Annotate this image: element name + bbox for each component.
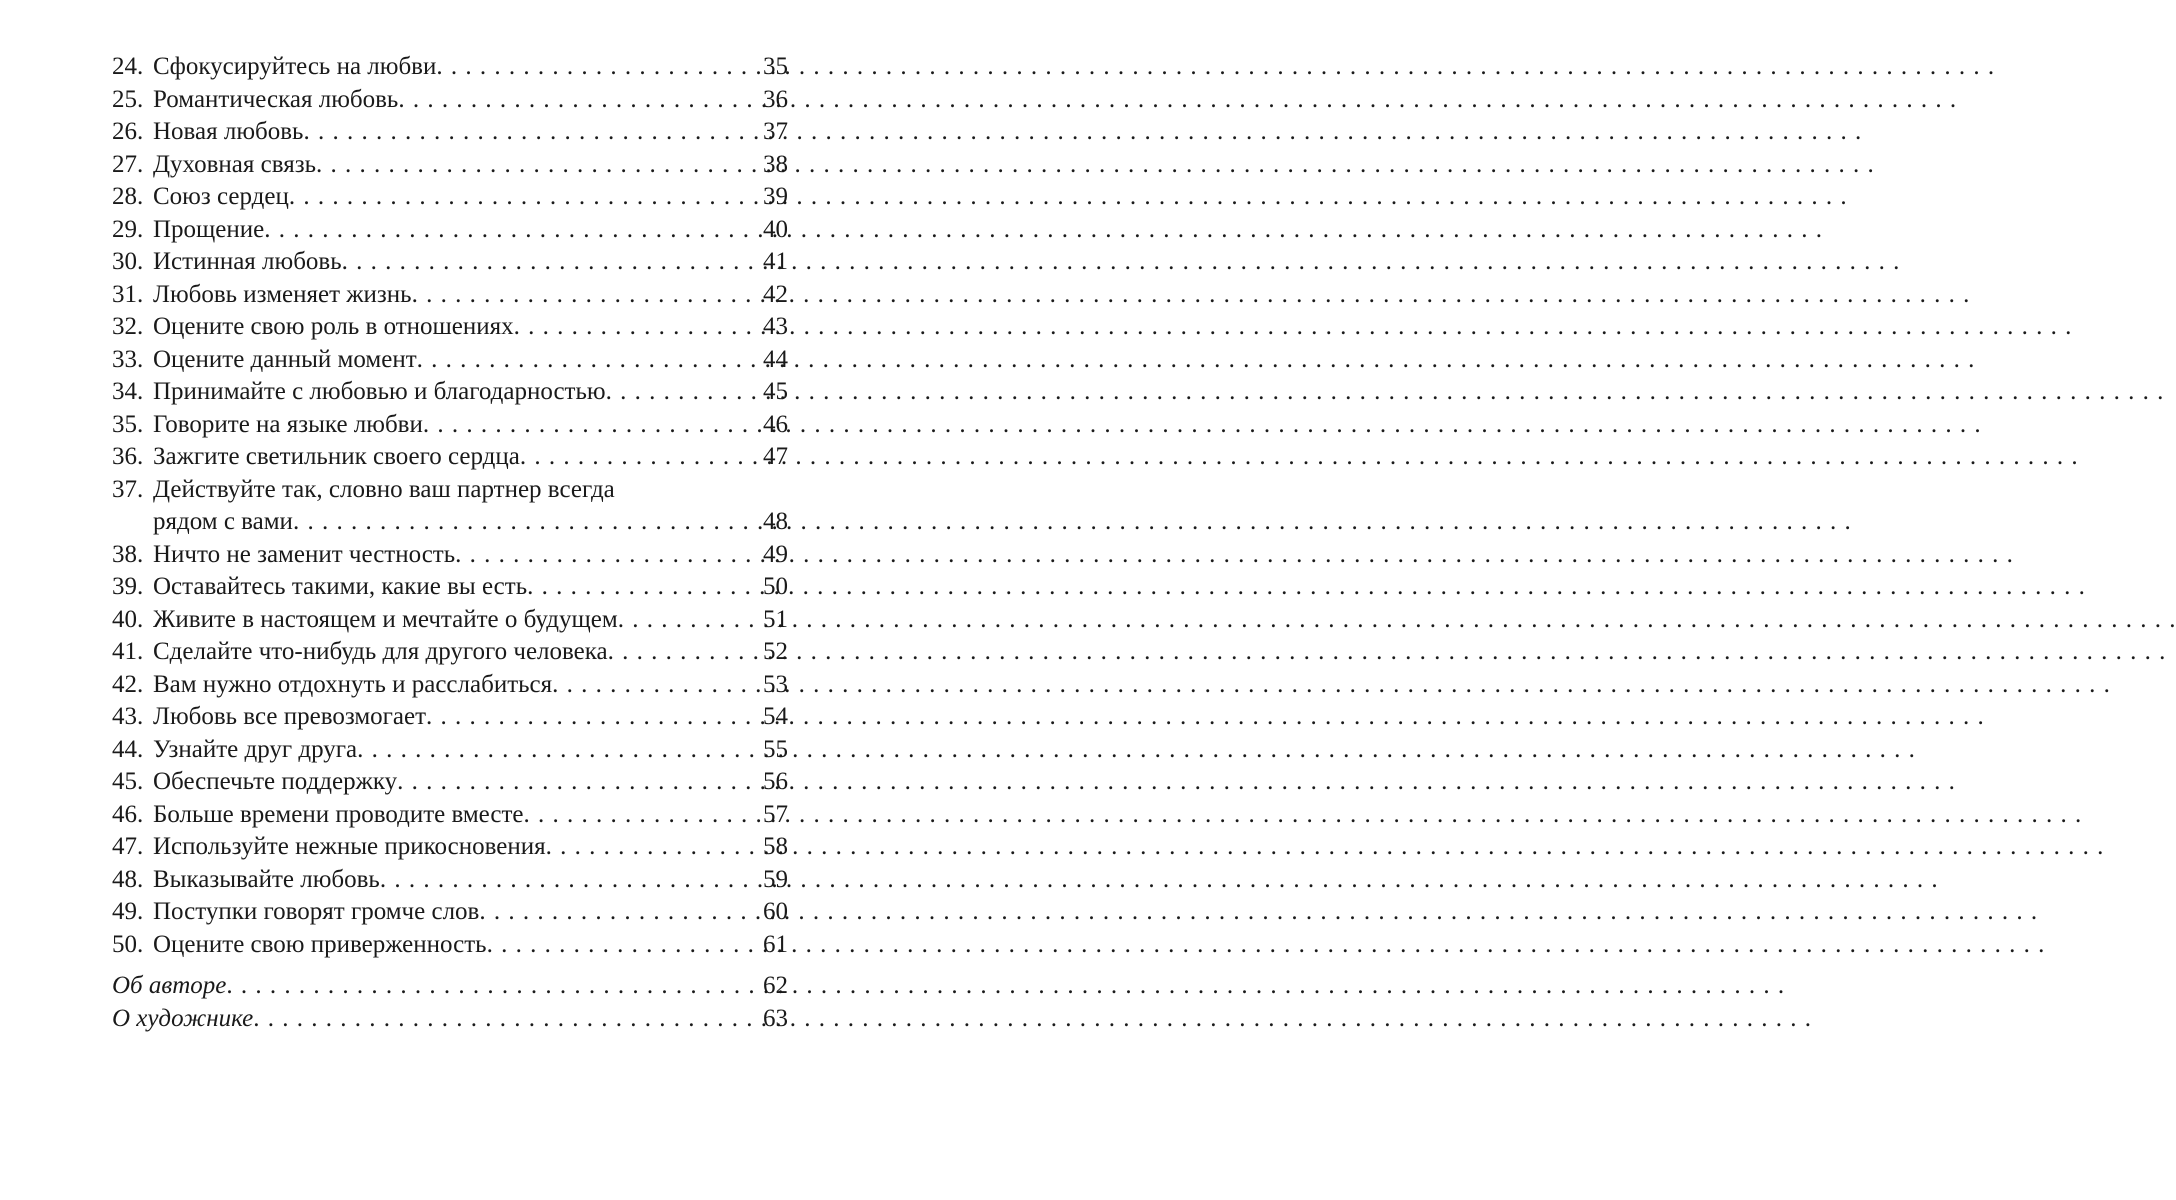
entry-title: Прощение (153, 215, 265, 243)
entry-title: Выказывайте любовь (153, 865, 380, 893)
toc-entry (112, 279, 788, 312)
entry-page: 54 (763, 703, 788, 730)
entry-title: О художнике (112, 1004, 254, 1032)
toc-entry (112, 149, 788, 182)
entry-title: Вам нужно отдохнуть и расслабиться (153, 670, 553, 698)
entry-page: 46 (763, 410, 788, 438)
entry-number: 26. (112, 118, 144, 145)
toc-entry (112, 571, 788, 604)
entry-title: Об авторе (112, 972, 227, 999)
entry-number: 43. (112, 703, 144, 730)
entry-title: Сделайте что-нибудь для другого человека (153, 638, 608, 665)
toc-entry (112, 766, 788, 799)
entry-number: 36. (112, 443, 144, 470)
toc-entry-about-author (112, 970, 788, 1003)
entry-page: 58 (763, 833, 788, 860)
entry-number: 35. (112, 410, 144, 438)
entry-page: 43 (763, 313, 788, 340)
entry-number: 33. (112, 345, 144, 373)
dot-leader (608, 636, 757, 669)
dot-leader (226, 970, 757, 1003)
entry-page: 48 (763, 508, 788, 535)
dot-leader (436, 51, 757, 84)
toc-entry (112, 441, 788, 474)
dot-leader (479, 896, 757, 929)
toc-entry (112, 214, 788, 247)
entry-number: 30. (112, 248, 144, 275)
toc-entry (112, 734, 788, 767)
toc-entry (112, 539, 788, 572)
entry-page: 51 (763, 605, 788, 633)
toc-entry (112, 669, 788, 702)
entry-page: 50 (763, 573, 788, 600)
entry-title: Оцените свою приверженность (153, 930, 487, 958)
entry-number: 29. (112, 215, 144, 243)
entry-title: Истинная любовь (153, 248, 342, 275)
entry-title-line1: Действуйте так, словно ваш партнер всегда (153, 475, 615, 503)
entry-title: Новая любовь (153, 118, 304, 145)
entry-number: 34. (112, 378, 144, 405)
entry-page: 62 (763, 972, 788, 999)
entry-number: 31. (112, 280, 144, 308)
dot-leader (487, 929, 757, 962)
dot-leader (342, 246, 757, 279)
entry-title: Союз сердец (153, 183, 289, 210)
entry-number: 38. (112, 540, 144, 568)
entry-title: Романтическая любовь (153, 85, 399, 113)
entry-page: 55 (763, 735, 788, 763)
dot-leader (398, 84, 757, 117)
entry-page: 59 (763, 865, 788, 893)
entry-page: 53 (763, 670, 788, 698)
entry-title: Узнайте друг друга (153, 735, 358, 763)
entry-title: Оставайтесь такими, какие вы есть (153, 573, 528, 600)
entry-title: Ничто не заменит честность (153, 540, 456, 568)
entry-title: Обеспечьте поддержку (153, 768, 398, 795)
table-of-contents (112, 51, 788, 1035)
entry-page: 40 (763, 215, 788, 243)
dot-leader (417, 344, 757, 377)
entry-number: 46. (112, 800, 144, 828)
entry-page: 44 (763, 345, 788, 373)
toc-entry-first-line (112, 474, 788, 507)
back-matter (112, 970, 788, 1035)
toc-entry-continuation (112, 506, 788, 539)
entry-number: 42. (112, 670, 144, 698)
entry-page: 41 (763, 248, 788, 275)
entry-page: 36 (763, 85, 788, 113)
entry-number: 48. (112, 865, 144, 893)
entry-page: 35 (763, 53, 788, 80)
entry-number: 39. (112, 573, 144, 600)
toc-entry (112, 636, 788, 669)
toc-entry (112, 929, 788, 962)
entry-page: 47 (763, 443, 788, 470)
dot-leader (397, 766, 757, 799)
toc-entry-about-artist (112, 1003, 788, 1036)
entry-number: 25. (112, 85, 144, 113)
dot-leader (293, 506, 757, 539)
entry-number: 40. (112, 605, 144, 633)
toc-entry (112, 51, 788, 84)
toc-entry (112, 799, 788, 832)
entry-number: 41. (112, 638, 144, 665)
entry-title: Духовная связь (153, 150, 316, 178)
toc-entry (112, 896, 788, 929)
dot-leader (380, 864, 757, 897)
entry-title: Принимайте с любовью и благодарностью (153, 378, 606, 405)
dot-leader (253, 1003, 757, 1036)
entry-page: 60 (763, 898, 788, 925)
entry-number: 47. (112, 833, 144, 860)
entry-title-line2: рядом с вами (153, 508, 293, 535)
toc-entry (112, 246, 788, 279)
entry-number: 37. (112, 475, 144, 503)
dot-leader (316, 149, 757, 182)
dot-leader (546, 831, 757, 864)
entry-page: 61 (763, 930, 788, 958)
entry-number: 44. (112, 735, 144, 763)
dot-leader (426, 701, 757, 734)
entry-title: Оцените данный момент (153, 345, 417, 373)
entry-page: 57 (763, 800, 788, 828)
toc-entry (112, 344, 788, 377)
entry-title: Зажгите светильник своего сердца (153, 443, 520, 470)
entry-page: 49 (763, 540, 788, 568)
dot-leader (289, 181, 757, 214)
toc-entry (112, 831, 788, 864)
toc-entry (112, 864, 788, 897)
dot-leader (357, 734, 757, 767)
entry-page: 37 (763, 118, 788, 145)
dot-leader (423, 409, 757, 442)
entry-title: Поступки говорят громче слов (153, 898, 480, 925)
dot-leader (618, 604, 757, 637)
entry-number: 27. (112, 150, 144, 178)
dot-leader (303, 116, 757, 149)
entry-title: Говорите на языке любви (153, 410, 423, 438)
entry-number: 32. (112, 313, 144, 340)
dot-leader (606, 376, 757, 409)
dot-leader (524, 799, 757, 832)
entry-number: 28. (112, 183, 144, 210)
entry-title: Живите в настоящем и мечтайте о будущем (153, 605, 618, 633)
entry-number: 49. (112, 898, 144, 925)
dot-leader (264, 214, 757, 247)
entry-title: Используйте нежные прикосновения (153, 833, 546, 860)
entry-title: Любовь все превозмогает (153, 703, 427, 730)
entry-title: Сфокусируйтесь на любви (153, 53, 437, 80)
toc-entry (112, 604, 788, 637)
entry-page: 56 (763, 768, 788, 795)
entry-number: 50. (112, 930, 144, 958)
entry-number: 24. (112, 53, 144, 80)
entry-page: 39 (763, 183, 788, 210)
toc-entry (112, 311, 788, 344)
toc-entry (112, 84, 788, 117)
dot-leader (412, 279, 757, 312)
dot-leader (455, 539, 757, 572)
toc-entry (112, 701, 788, 734)
toc-entry (112, 376, 788, 409)
entry-page: 45 (763, 378, 788, 405)
dot-leader (520, 441, 757, 474)
toc-entry (112, 181, 788, 214)
entry-title: Оцените свою роль в отношениях (153, 313, 514, 340)
entry-page: 63 (763, 1004, 788, 1032)
dot-leader (552, 669, 757, 702)
entry-page: 52 (763, 638, 788, 665)
dot-leader (527, 571, 757, 604)
toc-entry (112, 409, 788, 442)
entry-title: Любовь изменяет жизнь (153, 280, 412, 308)
entry-page: 42 (763, 280, 788, 308)
entry-title: Больше времени проводите вместе (153, 800, 524, 828)
toc-entry (112, 116, 788, 149)
entry-page: 38 (763, 150, 788, 178)
entry-number: 45. (112, 768, 144, 795)
dot-leader (514, 311, 757, 344)
